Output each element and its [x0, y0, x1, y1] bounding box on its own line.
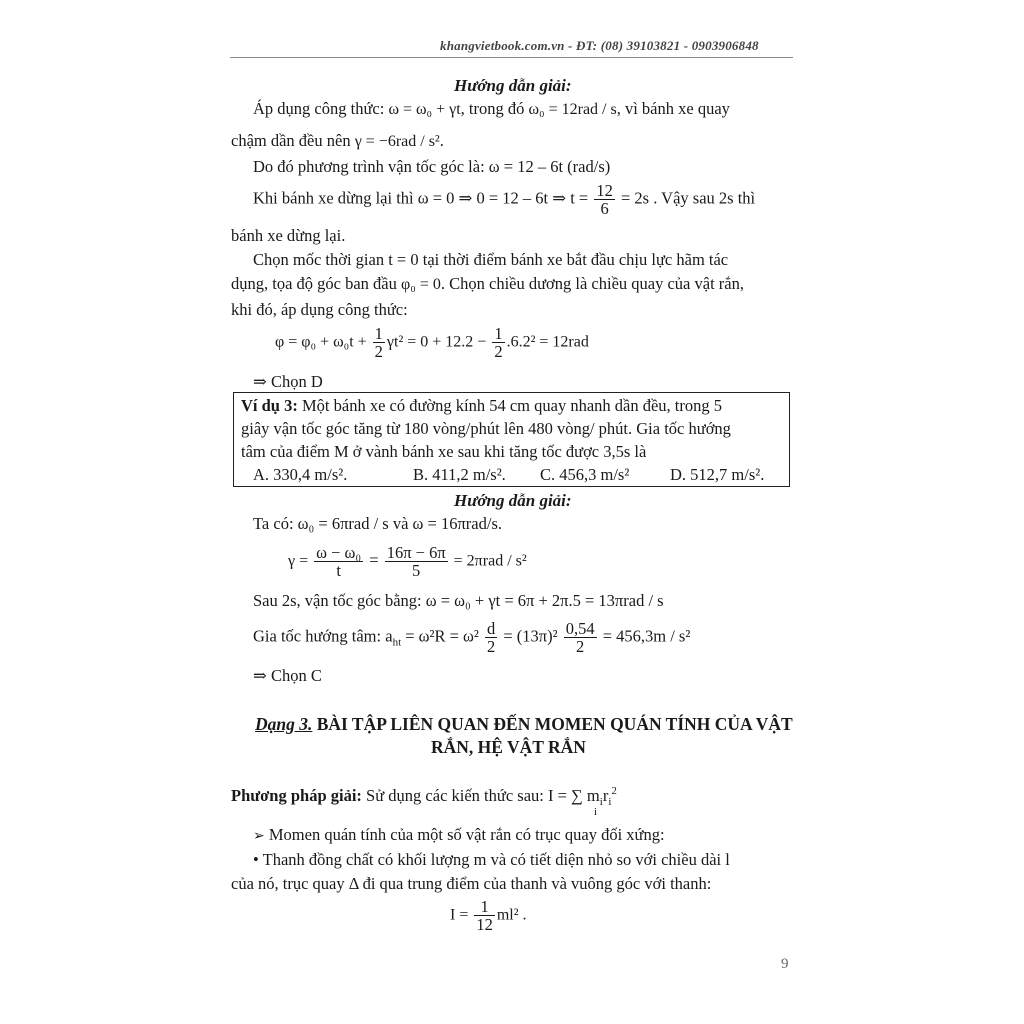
bullet2-line2: của nó, trục quay Δ đi qua trung điểm của thanh và vuông góc với thanh:	[231, 874, 712, 893]
fraction-d-over-2: $\frac{d}{2}$	[486, 619, 496, 657]
solution1-line6: Chọn mốc thời gian t = 0 tại thời điểm bánh xe bắt đầu chịu lực hãm tác	[253, 250, 729, 269]
fraction-1-over-12: $\frac{1}{12}$	[476, 897, 493, 935]
solution1-line4: Khi bánh xe dừng lại thì ω = 0 ⇒ 0 = 12 – 6t ⇒ t = $\frac{12}{6}$ = 2s . Vậy sau 2s thì	[253, 181, 756, 219]
fraction-054-over-2: $\frac{0,54}{2}$	[565, 619, 595, 657]
solution2-line3: Sau 2s, vận tốc góc bằng: ω = ω₀ + γt = 6π + 2π.5 = 13πrad / s	[253, 591, 664, 610]
fraction-gamma-1: $\frac{\text{ω − ω₀}}{t}$	[316, 543, 362, 581]
solution1-line2: chậm dần đều nên γ = −6rad / s².	[231, 131, 444, 150]
sum-index: i	[594, 806, 598, 818]
inertia-formula: I = $\frac{1}{12}$ ml² .	[450, 897, 527, 935]
option-c: C. 456,3 m/s²	[540, 465, 630, 484]
method-line: Phương pháp giải: Sử dụng các kiến thức sau: I = ∑ $m_ir_i^2$	[231, 785, 617, 808]
dot-bullet-icon: •	[253, 850, 259, 869]
section3-title: Dạng 3. BÀI TẬP LIÊN QUAN ĐẾN MOMEN QUÁN TÍNH CỦA VẬT	[255, 714, 793, 734]
page-header: khangvietbook.com.vn - ĐT: (08) 39103821 - 0903906848	[440, 38, 759, 53]
example3-line3: tâm của điểm M ở vành bánh xe sau khi tăng tốc được 3,5s là	[241, 442, 647, 461]
page-number: 9	[781, 956, 789, 972]
fraction-one-half-2: $\frac{1}{2}$	[494, 324, 503, 362]
solution2-line4: Gia tốc hướng tâm: $a_{ht} = \omega^2R = \omega^2$ $\frac{d}{2}$ = (13π)² $\frac{0,54}{2}$ = 456,3m / s²	[253, 619, 691, 657]
solution2-choice: ⇒ Chọn C	[253, 666, 322, 685]
fraction-12-over-6: $\frac{12}{6}$	[596, 181, 613, 219]
option-a: A. 330,4 m/s².	[253, 465, 348, 484]
option-d: D. 512,7 m/s².	[670, 465, 765, 484]
fraction-one-half: $\frac{1}{2}$	[374, 324, 383, 362]
bullet2: • Thanh đồng chất có khối lượng m và có tiết diện nhỏ so với chiều dài l	[253, 850, 730, 869]
solution1-equation: φ = φ₀ + ω₀t + $\frac{1}{2}$ γt² = 0 + 12.2 − $\frac{1}{2}$ .6.2² = 12rad	[275, 324, 589, 362]
solution-heading-2: Hướng dẫn giải:	[454, 491, 572, 510]
example3-line1: Ví dụ 3: Một bánh xe có đường kính 54 cm quay nhanh dần đều, trong 5	[241, 396, 722, 415]
solution1-line3: Do đó phương trình vận tốc góc là: ω = 12 – 6t (rad/s)	[253, 157, 611, 176]
fraction-gamma-2: $\frac{16\pi - 6\pi}{5}$	[386, 543, 446, 581]
option-b: B. 411,2 m/s².	[413, 465, 506, 484]
arrow-bullet-icon: ➢	[253, 829, 265, 844]
example3-line2: giây vận tốc góc tăng từ 180 vòng/phút lên 480 vòng/ phút. Gia tốc hướng	[241, 419, 731, 438]
solution1-line5: bánh xe dừng lại.	[231, 226, 346, 245]
solution2-line1: Ta có: ω₀ = 6πrad / s và ω = 16πrad/s.	[253, 514, 502, 533]
solution1-line7: dụng, tọa độ góc ban đầu φ₀ = 0. Chọn chiều dương là chiều quay của vật rắn,	[231, 274, 744, 293]
bullet1: ➢ Momen quán tính của một số vật rắn có trục quay đối xứng:	[253, 825, 665, 844]
solution-heading-1: Hướng dẫn giải:	[454, 76, 572, 95]
solution1-choice: ⇒ Chọn D	[253, 372, 323, 391]
header-rule	[230, 57, 793, 58]
section3-title-line2: RẮN, HỆ VẬT RẮN	[431, 737, 586, 757]
solution1-line8: khi đó, áp dụng công thức:	[231, 300, 408, 319]
solution2-gamma: γ = $\frac{\text{ω − ω₀}}{t}$ = $\frac{16\pi - 6\pi}{5}$ = 2πrad / s²	[288, 543, 527, 581]
solution1-line1: Áp dụng công thức: ω = ω₀ + γt, trong đó ω₀ = 12rad / s, vì bánh xe quay	[253, 99, 730, 118]
